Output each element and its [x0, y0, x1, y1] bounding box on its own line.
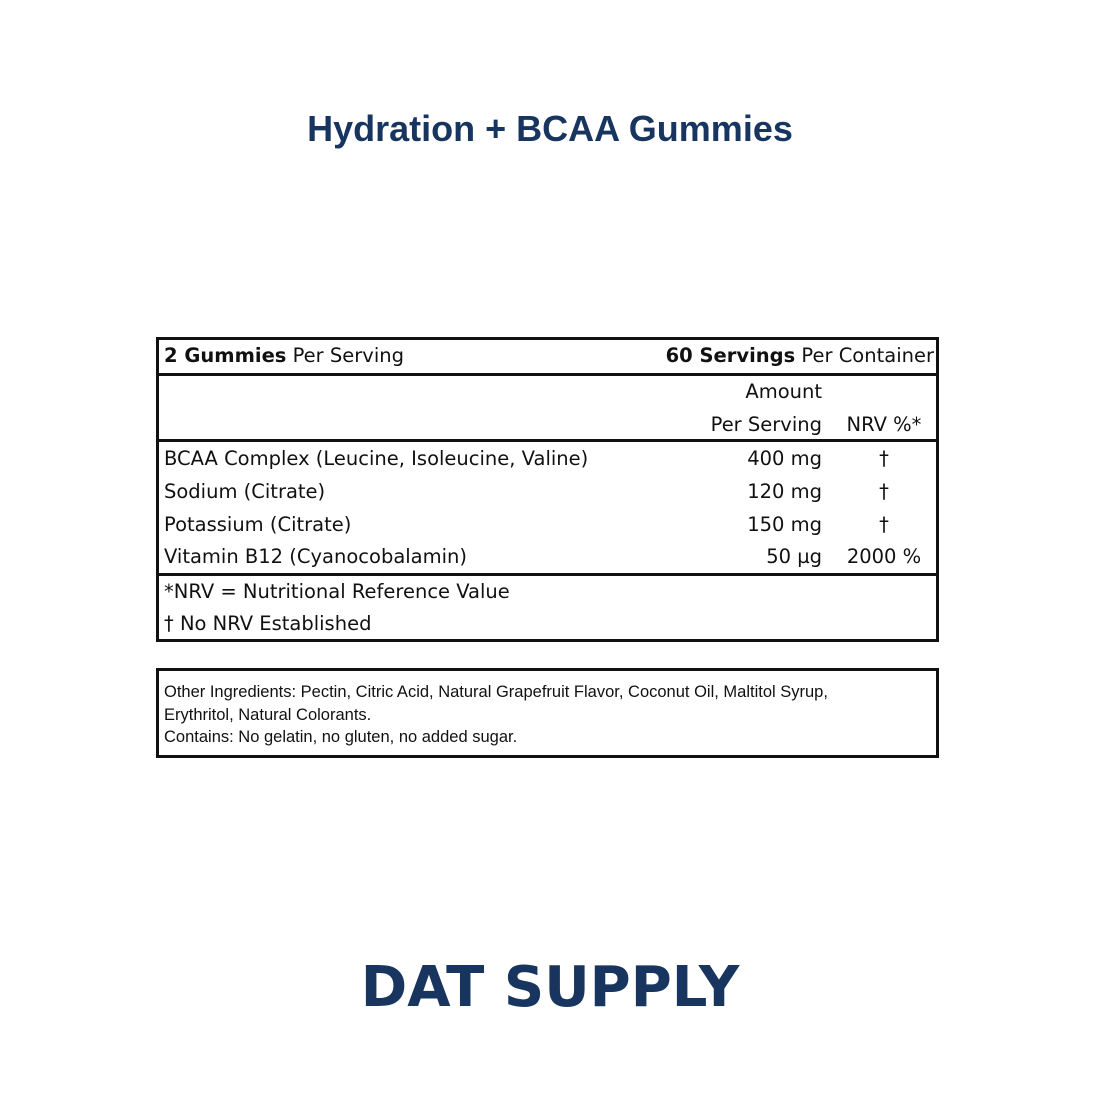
nutrient-nrv: †	[879, 513, 889, 536]
divider-header	[159, 373, 936, 376]
nutrient-nrv: 2000 %	[846, 545, 922, 568]
column-header-amount-line2: Per Serving	[710, 413, 822, 436]
nutrient-name: Sodium (Citrate)	[164, 480, 326, 503]
servings-per-container	[666, 344, 934, 367]
other-ingredients-line: Erythritol, Natural Colorants.	[164, 705, 372, 724]
other-ingredients-box	[156, 668, 939, 758]
nutrient-amount: 50 µg	[766, 545, 822, 568]
nutrient-amount: 150 mg	[747, 513, 822, 536]
supplement-facts-table	[156, 337, 939, 642]
serving-size-bold: 2 Gummies	[164, 344, 287, 367]
servings-rest: Per Container	[795, 344, 934, 367]
nutrient-amount: 120 mg	[747, 480, 822, 503]
nutrient-name: Vitamin B12 (Cyanocobalamin)	[164, 545, 468, 568]
nutrient-amount: 400 mg	[747, 447, 822, 470]
nutrient-name: Potassium (Citrate)	[164, 513, 352, 536]
nutrient-name: BCAA Complex (Leucine, Isoleucine, Valine)	[164, 447, 589, 470]
divider-columns	[159, 439, 936, 442]
footnote-nrv: *NRV = Nutritional Reference Value	[164, 580, 510, 603]
divider-footnotes	[159, 573, 936, 576]
column-header-nrv: NRV %*	[846, 413, 922, 436]
contains-line: Contains: No gelatin, no gluten, no added sugar.	[164, 728, 518, 746]
serving-size	[164, 344, 404, 367]
servings-bold: 60 Servings	[665, 344, 796, 367]
product-title: Hydration + BCAA Gummies	[307, 108, 793, 149]
column-header-amount-line1: Amount	[745, 380, 822, 403]
brand-logo: DAT SUPPLY	[360, 955, 740, 1020]
other-ingredients-line: Other Ingredients: Pectin, Citric Acid, Natural Grapefruit Flavor, Coconut Oil, Maltitol Syrup,	[164, 683, 828, 701]
nutrient-nrv: †	[879, 480, 889, 503]
footnote-dagger: † No NRV Established	[164, 612, 372, 635]
serving-size-rest: Per Serving	[286, 344, 404, 367]
nutrient-nrv: †	[879, 447, 889, 470]
